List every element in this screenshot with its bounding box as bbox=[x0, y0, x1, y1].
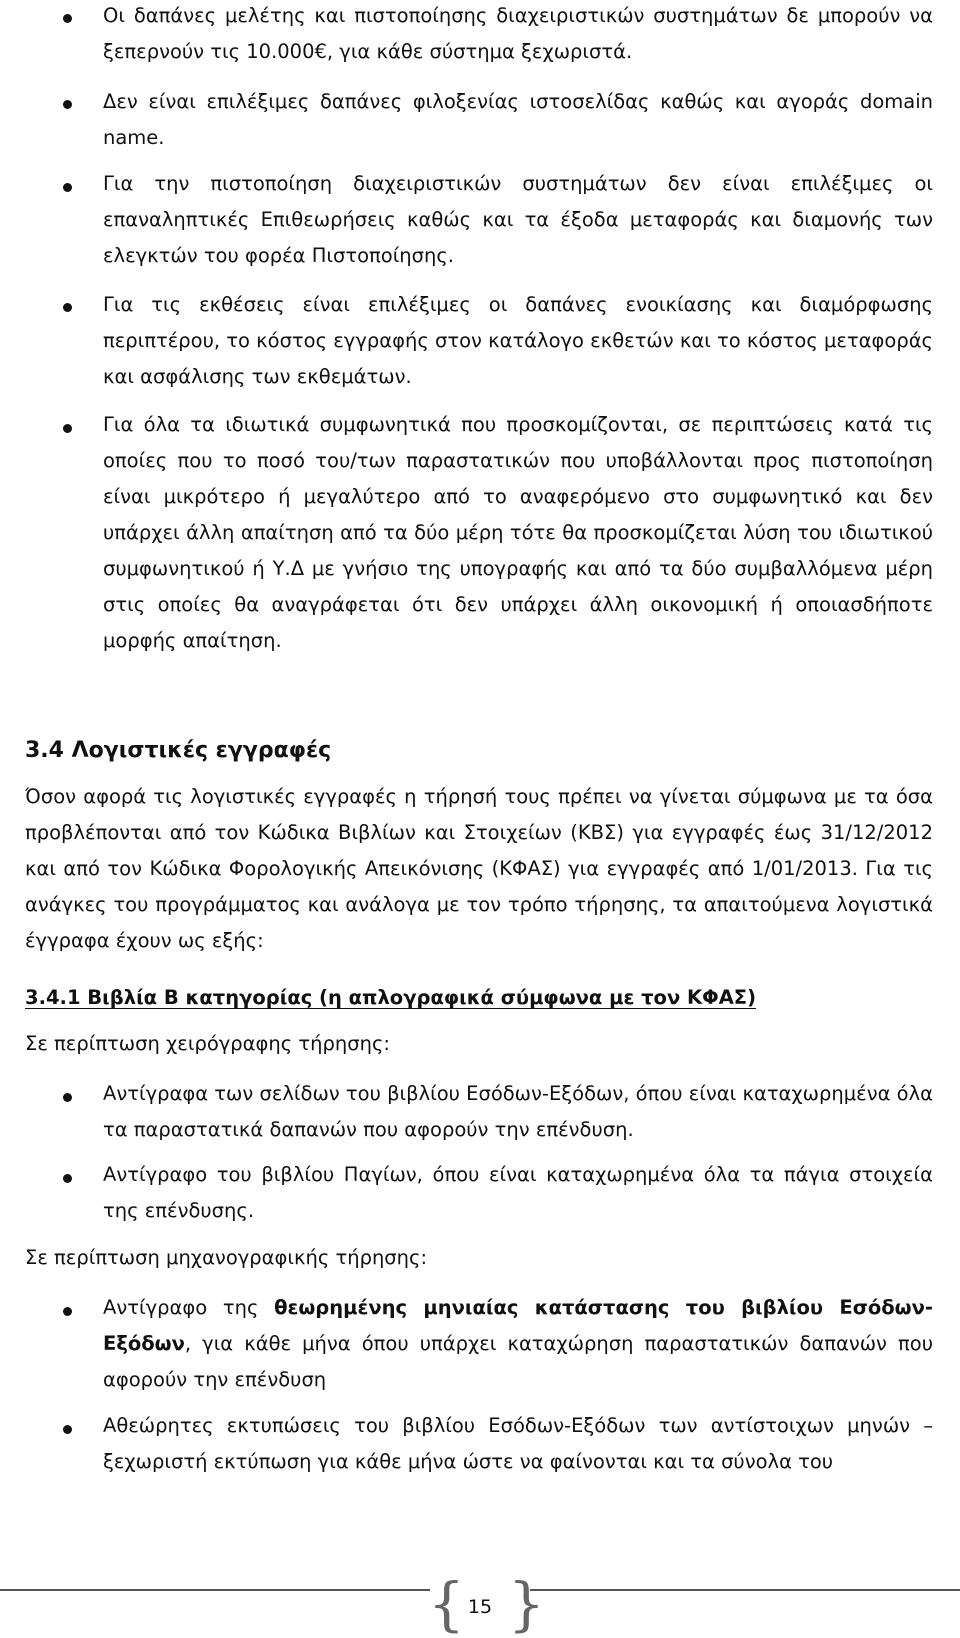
list-item-text-bold: θεωρημένης μηνιαίας κατάστασης του βιβλίου Εσόδων-Εξόδων bbox=[103, 1296, 934, 1355]
list-item-text-prefix: Αντίγραφο της bbox=[103, 1296, 275, 1319]
list-item-text: Αντίγραφο του βιβλίου Παγίων, όπου είναι καταχωρημένα όλα τα πάγια στοιχεία της επένδυσης. bbox=[103, 1163, 933, 1222]
list-item-text: Δεν είναι επιλέξιμες δαπάνες φιλοξενίας ιστοσελίδας καθώς και αγοράς domain name. bbox=[103, 90, 933, 149]
list-item-text bbox=[103, 1290, 933, 1398]
list-item-text: Για όλα τα ιδιωτικά συμφωνητικά που προσκομίζονται, σε περιπτώσεις κατά τις οποίες που το ποσό του/των παραστατικών που υποβάλλονται προς πιστοποίηση είναι μικρότερο ή μεγαλύτερο από το αναφερόμενο στο συμφωνητικό και δεν υπάρχει άλλη απαίτηση από τα δύο μέρη τότε θα προσκομίζεται λύση του ιδιωτικού συμφωνητικού ή Υ.Δ με γνήσιο της υπογραφής και από τα δύο συμβαλλόμενα μέρη στις οποίες θα αναγράφεται ότι δεν υπάρχει άλλη οικονομική ή οποιασδήποτε μορφής απαίτηση. bbox=[103, 413, 933, 652]
bullet-icon bbox=[63, 100, 72, 109]
bullet-icon bbox=[63, 183, 72, 192]
bullet-icon bbox=[63, 1174, 72, 1183]
section-heading: 3.4 Λογιστικές εγγραφές bbox=[25, 738, 332, 763]
footer-rule-left bbox=[0, 1589, 430, 1591]
bullet-icon bbox=[63, 1093, 72, 1102]
page-number: 15 bbox=[467, 1596, 493, 1618]
bullet-icon bbox=[63, 1425, 72, 1434]
list-item-text: Αντίγραφα των σελίδων του βιβλίου Εσόδων-Εξόδων, όπου είναι καταχωρημένα όλα τα παραστατικά δαπανών που αφορούν την επένδυση. bbox=[103, 1082, 933, 1141]
section-intro-paragraph: Όσον αφορά τις λογιστικές εγγραφές η τήρησή τους πρέπει να γίνεται σύμφωνα με τα όσα προβλέπονται από τον Κώδικα Βιβλίων και Στοιχείων (ΚΒΣ) για εγγραφές έως 31/12/2012 και από τον Κώδικα Φορολογικής Απεικόνισης (ΚΦΑΣ) για εγγραφές από 1/01/2013. Για τις ανάγκες του προγράμματος και ανάλογα με τον τρόπο τήρησης, τα απαιτούμενα λογιστικά έγγραφα έχουν ως εξής: bbox=[25, 785, 933, 952]
list-item-text: Για τις εκθέσεις είναι επιλέξιμες οι δαπάνες ενοικίασης και διαμόρφωσης περιπτέρου, το κόστος εγγραφής στον κατάλογο εκθετών και το κόστος μεταφοράς και ασφάλισης των εκθεμάτων. bbox=[103, 293, 933, 388]
bullet-icon bbox=[63, 1307, 72, 1316]
page-footer bbox=[0, 1570, 960, 1638]
manual-keeping-heading: Σε περίπτωση χειρόγραφης τήρησης: bbox=[25, 1032, 390, 1055]
list-item-text: Για την πιστοποίηση διαχειριστικών συστημάτων δεν είναι επιλέξιμες οι επαναληπτικές Επιθεωρήσεις καθώς και τα έξοδα μεταφοράς και διαμονής των ελεγκτών του φορέα Πιστοποίησης. bbox=[103, 172, 933, 267]
subsection-heading: 3.4.1 Βιβλία Β κατηγορίας (η απλογραφικά σύμφωνα με τον ΚΦΑΣ) bbox=[25, 986, 757, 1009]
right-brace-icon: } bbox=[508, 1570, 545, 1638]
footer-rule-right bbox=[530, 1589, 960, 1591]
list-item-text: Οι δαπάνες μελέτης και πιστοποίησης διαχειριστικών συστημάτων δε μπορούν να ξεπερνούν τις 10.000€, για κάθε σύστημα ξεχωριστά. bbox=[103, 4, 933, 63]
left-brace-icon: { bbox=[428, 1570, 465, 1638]
list-item-text: Αθεώρητες εκτυπώσεις του βιβλίου Εσόδων-Εξόδων των αντίστοιχων μηνών – ξεχωριστή εκτύπωση για κάθε μήνα ώστε να φαίνονται και τα σύνολα του bbox=[103, 1414, 933, 1473]
bullet-icon bbox=[63, 14, 72, 23]
list-item-text-suffix: , για κάθε μήνα όπου υπάρχει καταχώρηση παραστατικών δαπανών που αφορούν την επένδυση bbox=[103, 1332, 933, 1391]
bullet-icon bbox=[63, 424, 72, 433]
bullet-icon bbox=[63, 303, 72, 312]
computerized-keeping-heading: Σε περίπτωση μηχανογραφικής τήρησης: bbox=[25, 1246, 428, 1269]
